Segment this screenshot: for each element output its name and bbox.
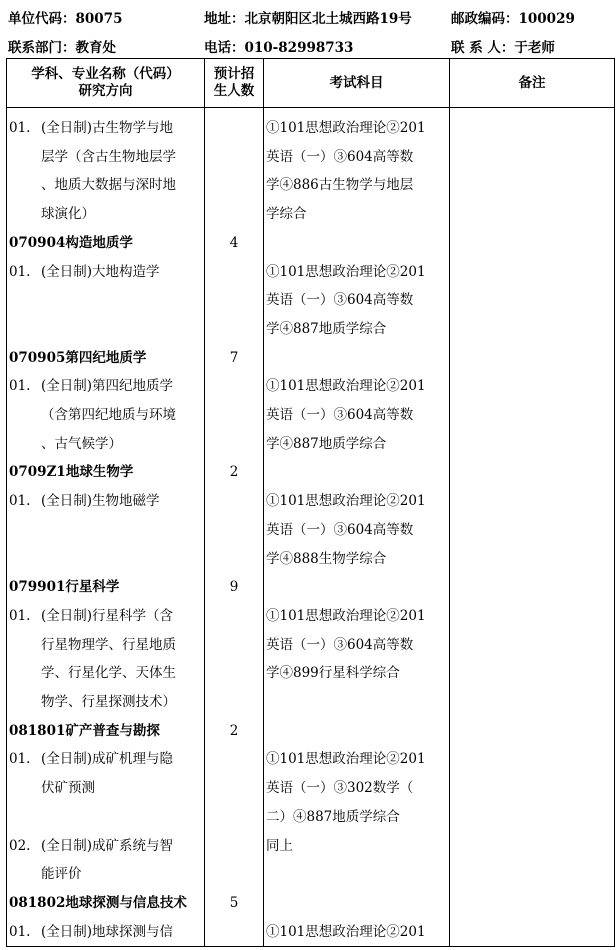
- direction-number: 01.: [9, 120, 31, 136]
- major-name: [7, 344, 205, 373]
- unit-code: 单位代码：80075: [8, 11, 123, 27]
- direction-row: [7, 918, 615, 947]
- direction: [7, 372, 204, 458]
- major-notes-cell: [450, 717, 615, 746]
- major-count-text: 5: [229, 894, 239, 911]
- major-count-text: 2: [229, 464, 239, 481]
- notes-cell: [450, 918, 615, 947]
- direction-cell: [7, 745, 205, 831]
- major-name-text: 079901行星科学: [9, 579, 120, 596]
- direction-text: (全日制)成矿系统与智 能评价: [41, 837, 174, 883]
- direction-number: 01.: [9, 751, 31, 768]
- exam-subjects: 同上: [266, 837, 293, 854]
- contact-person: 联 系 人：于老师: [451, 40, 555, 56]
- major-exam-cell: [264, 229, 450, 258]
- exam-cell: [264, 114, 450, 229]
- direction-count-cell: [205, 745, 264, 831]
- major-exam-cell: [264, 889, 450, 918]
- major-name-text: 070904构造地质学: [9, 234, 133, 251]
- notes-cell: [450, 602, 615, 717]
- direction-cell: [7, 372, 205, 458]
- direction-count-cell: [205, 832, 264, 889]
- major-exam-cell: [264, 458, 450, 487]
- exam-cell: [264, 487, 450, 573]
- direction-count-cell: [205, 114, 264, 229]
- major-row: [7, 573, 615, 602]
- notes-cell: [450, 745, 615, 831]
- contact-department: 联系部门：教育处: [8, 40, 116, 56]
- direction-cell: [7, 832, 205, 889]
- direction-count-cell: [205, 918, 264, 947]
- exam-cell: [264, 602, 450, 717]
- direction-cell: [7, 602, 205, 717]
- notes-cell: [450, 258, 615, 344]
- major-count: [205, 717, 264, 746]
- major-row: [7, 458, 615, 487]
- direction-text: (全日制)地球探测与信: [41, 923, 174, 940]
- exam-subjects: ①101思想政治理论②201 英语（一）③604高等数 学④899行星科学综合: [266, 607, 426, 682]
- admission-table: [6, 58, 615, 947]
- major-exam-cell: [264, 717, 450, 746]
- header-major: 学科、专业名称（代码） 研究方向: [7, 59, 205, 108]
- direction-cell: [7, 114, 205, 229]
- major-name: [7, 717, 205, 746]
- exam-cell: [264, 372, 450, 458]
- exam-subjects: ①101思想政治理论②201 英语（一）③302数学（ 二）④887地质学综合: [266, 751, 426, 825]
- direction-cell: [7, 487, 205, 573]
- direction-row: [7, 372, 615, 458]
- exam-cell: [264, 918, 450, 947]
- direction-number: 02.: [9, 837, 31, 854]
- major-notes-cell: [450, 229, 615, 258]
- notes-cell: [450, 487, 615, 573]
- major-name: [7, 573, 205, 602]
- exam-cell: [264, 258, 450, 344]
- major-count-text: 4: [229, 234, 239, 251]
- major-count: [205, 229, 264, 258]
- direction-text: (全日制)生物地磁学: [41, 493, 160, 510]
- direction-count-cell: [205, 487, 264, 573]
- direction: [7, 602, 204, 717]
- direction: [7, 487, 204, 516]
- major-row: [7, 717, 615, 746]
- direction: [7, 832, 204, 889]
- major-name-text: 070905第四纪地质学: [9, 349, 147, 366]
- table-body: [7, 108, 615, 947]
- major-count-text: 9: [229, 579, 239, 596]
- major-name-text: 0709Z1地球生物学: [9, 464, 134, 481]
- exam-subjects: ①101思想政治理论②201 英语（一）③604高等数 学④887地质学综合: [266, 263, 426, 337]
- major-count: [205, 889, 264, 918]
- major-notes-cell: [450, 573, 615, 602]
- major-row: [7, 889, 615, 918]
- major-exam-cell: [264, 344, 450, 373]
- exam-subjects: ①101思想政治理论②201 英语（一）③604高等数 学④887地质学综合: [266, 378, 426, 452]
- direction-number: 01.: [9, 607, 31, 624]
- phone: 电话：010-82998733: [204, 40, 354, 56]
- direction-row: [7, 745, 615, 831]
- direction-cell: [7, 258, 205, 344]
- major-notes-cell: [450, 458, 615, 487]
- major-row: [7, 229, 615, 258]
- major-count-text: 2: [229, 722, 239, 739]
- direction: [7, 745, 204, 802]
- postal-code: 邮政编码：100029: [451, 11, 575, 27]
- major-name: [7, 458, 205, 487]
- direction-count-cell: [205, 372, 264, 458]
- direction-text: (全日制)第四纪地质学 （含第四纪地质与环境 、古气候学）: [41, 378, 176, 452]
- major-notes-cell: [450, 344, 615, 373]
- major-exam-cell: [264, 573, 450, 602]
- direction-text: (全日制)大地构造学: [41, 263, 160, 280]
- direction: [7, 918, 204, 947]
- header-quota: 预计招 生人数: [205, 59, 264, 108]
- address: 地址：北京朝阳区北土城西路19号: [204, 11, 412, 27]
- table-header-row: [7, 59, 615, 108]
- notes-cell: [450, 832, 615, 889]
- major-count-text: 7: [229, 349, 239, 366]
- direction-number: 01.: [9, 378, 31, 395]
- direction-text: (全日制)行星科学（含 行星物理学、行星地质 学、行星化学、天体生 物学、行星探测技术）: [41, 607, 176, 711]
- major-count: [205, 344, 264, 373]
- major-row: [7, 344, 615, 373]
- exam-subjects: ①101思想政治理论②201 英语（一）③604高等数 学④886古生物学与地层 学综合: [266, 120, 426, 223]
- header-exam: 考试科目: [264, 59, 450, 108]
- direction: [7, 114, 204, 229]
- direction-row: [7, 602, 615, 717]
- header-notes: 备注: [450, 59, 615, 108]
- direction-number: 01.: [9, 263, 31, 280]
- major-count: [205, 458, 264, 487]
- direction-text: (全日制)古生物学与地 层学（含古生物地层学 、地质大数据与深时地 球演化）: [41, 120, 176, 223]
- direction-row: [7, 114, 615, 229]
- major-notes-cell: [450, 889, 615, 918]
- major-count: [205, 573, 264, 602]
- major-name-text: 081802地球探测与信息技术: [9, 894, 187, 911]
- exam-subjects: ①101思想政治理论②201 英语（一）③604高等数 学④888生物学综合: [266, 493, 426, 567]
- notes-cell: [450, 372, 615, 458]
- exam-cell: [264, 832, 450, 889]
- exam-cell: [264, 745, 450, 831]
- direction-row: [7, 832, 615, 889]
- direction-row: [7, 258, 615, 344]
- direction-number: 01.: [9, 923, 31, 940]
- direction-count-cell: [205, 258, 264, 344]
- major-name: [7, 229, 205, 258]
- direction-row: [7, 487, 615, 573]
- direction-count-cell: [205, 602, 264, 717]
- direction-cell: [7, 918, 205, 947]
- direction: [7, 258, 204, 287]
- major-name: [7, 889, 205, 918]
- direction-number: 01.: [9, 493, 31, 510]
- major-name-text: 081801矿产普查与勘探: [9, 722, 160, 739]
- notes-cell: [450, 114, 615, 229]
- direction-text: (全日制)成矿机理与隐 伏矿预测: [41, 751, 174, 797]
- exam-subjects: ①101思想政治理论②201: [266, 923, 426, 940]
